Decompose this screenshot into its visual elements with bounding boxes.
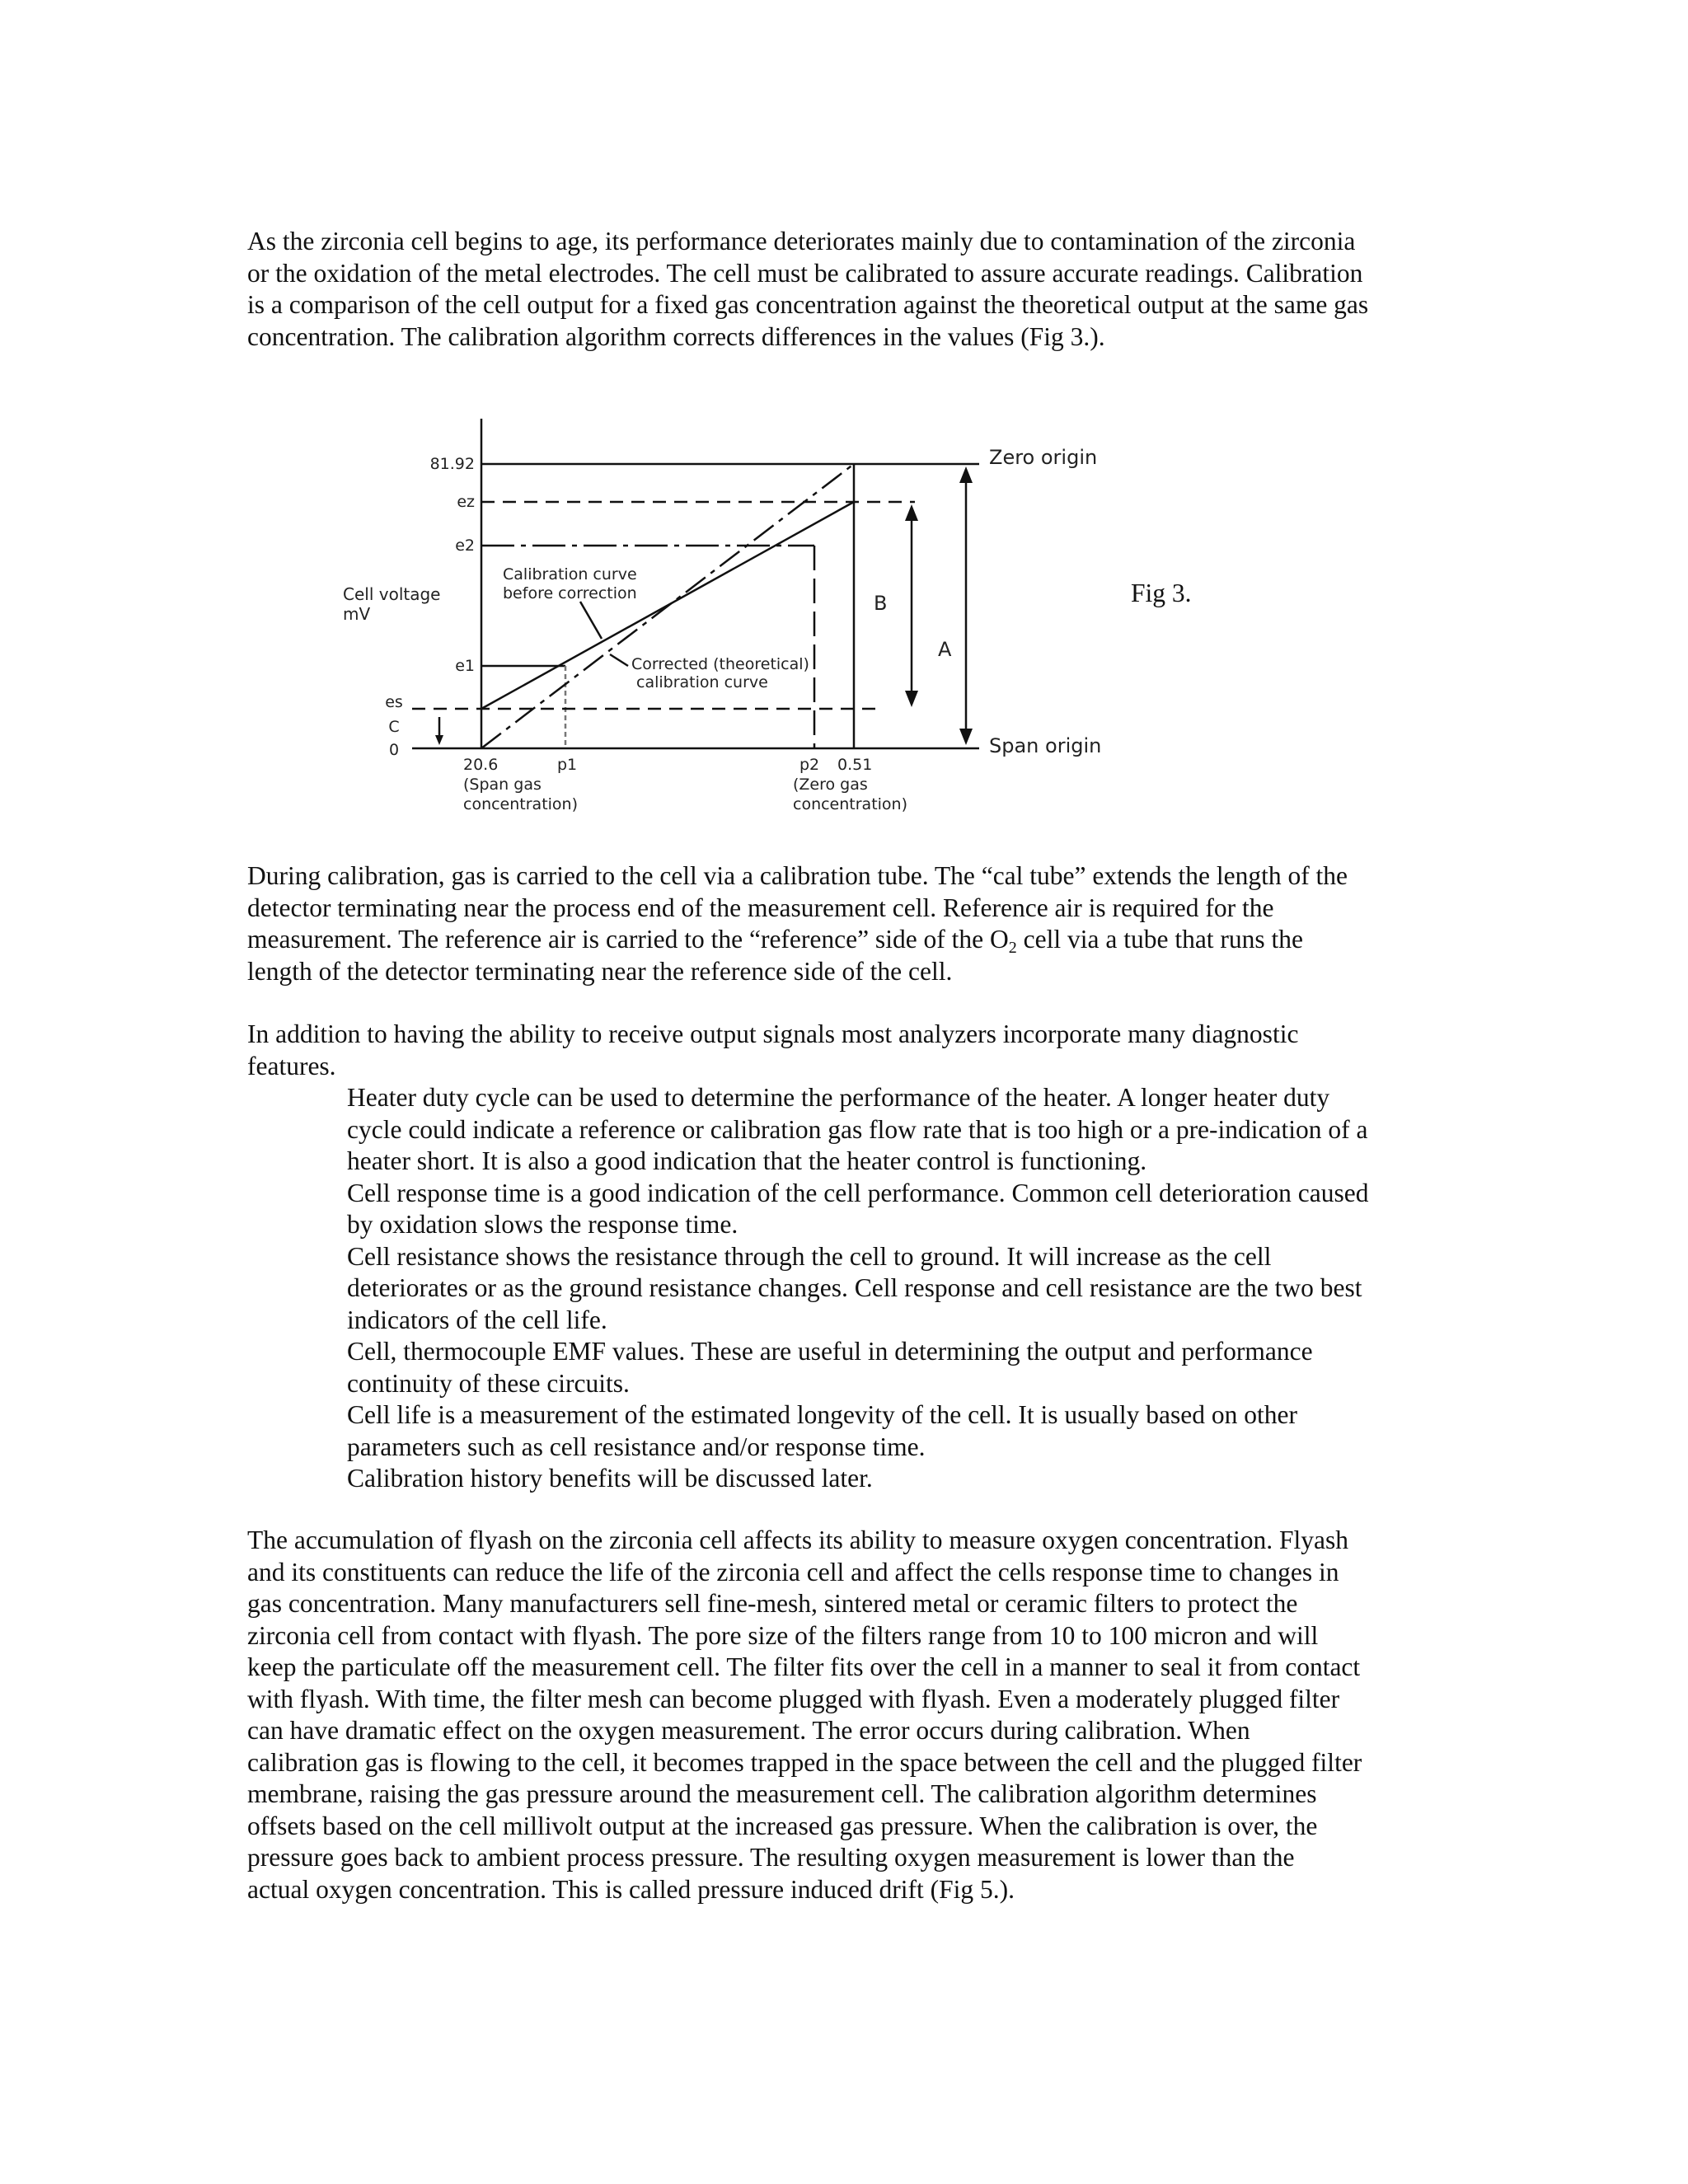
- text-line: length of the detector terminating near the reference side of the cell.: [247, 956, 953, 986]
- corrected-leader: [610, 654, 628, 666]
- text-line: features.: [247, 1051, 336, 1080]
- tick-c: C: [388, 718, 400, 736]
- text-line: [247, 924, 1459, 956]
- before-correction-label-1: Calibration curve: [503, 565, 637, 583]
- tick-zero: 0: [388, 741, 400, 759]
- calibration-tube-paragraph: [247, 860, 1459, 987]
- tick-e1: e1: [455, 657, 475, 675]
- text-line: concentration. The calibration algorithm corrects differences in the values (Fig 3.).: [247, 321, 1105, 351]
- list-line: Cell life is a measurement of the estimated longevity of the cell. It is usually based on other: [347, 1400, 1297, 1429]
- span-gas-note-1: (Span gas: [463, 776, 542, 794]
- intro-paragraph: [247, 226, 1459, 353]
- text-line: gas concentration. Many manufacturers sell fine-mesh, sintered metal or ceramic filters to protect the: [247, 1589, 1298, 1618]
- list-line: Cell, thermocouple EMF values. These are useful in determining the output and performance: [347, 1337, 1313, 1366]
- text-line: keep the particulate off the measurement cell. The filter fits over the cell in a manner to seal it from contact: [247, 1652, 1361, 1681]
- b-label: B: [874, 592, 888, 615]
- diagnostics-intro-paragraph: [247, 1019, 1459, 1082]
- tick-es: es: [385, 693, 403, 711]
- calibration-curve-before: [481, 502, 854, 709]
- tick-ez: ez: [457, 493, 475, 511]
- text-line: and its constituents can reduce the life of the zirconia cell and affect the cells response time to changes in: [247, 1557, 1339, 1586]
- list-line: indicators of the cell life.: [347, 1305, 607, 1334]
- tick-e2: e2: [455, 537, 475, 555]
- text-line: As the zirconia cell begins to age, its performance deteriorates mainly due to contamination of the zirconia: [247, 227, 1356, 255]
- text-line: detector terminating near the process end of the measurement cell. Reference air is required for the: [247, 893, 1274, 922]
- y-axis-label: Cell voltage: [343, 584, 441, 604]
- text-line: membrane, raising the gas pressure around the measurement cell. The calibration algorithm determines: [247, 1779, 1317, 1808]
- text-line: actual oxygen concentration. This is called pressure induced drift (Fig 5.).: [247, 1874, 1015, 1904]
- diagnostic-features-list: [347, 1082, 1501, 1495]
- text-line: pressure goes back to ambient process pressure. The resulting oxygen measurement is lower than the: [247, 1843, 1295, 1872]
- text-line: or the oxidation of the metal electrodes. The cell must be calibrated to assure accurate readings. Calibration: [247, 258, 1363, 288]
- y-axis-unit: mV: [343, 604, 371, 624]
- text-line: is a comparison of the cell output for a fixed gas concentration against the theoretical output at the same gas: [247, 290, 1369, 319]
- tick-20-6: 20.6: [463, 756, 499, 774]
- list-line: cycle could indicate a reference or calibration gas flow rate that is too high or a pre-indication of a: [347, 1114, 1368, 1144]
- text-line: The accumulation of flyash on the zirconia cell affects its ability to measure oxygen concentration. Flyash: [247, 1526, 1348, 1554]
- a-arrow-top: [959, 466, 973, 483]
- before-leader: [580, 602, 602, 639]
- list-line: continuity of these circuits.: [347, 1368, 630, 1398]
- before-correction-label-2: before correction: [503, 584, 637, 602]
- list-line: Cell response time is a good indication of the cell performance. Common cell deterioration caused: [347, 1178, 1369, 1207]
- text-line: can have dramatic effect on the oxygen measurement. The error occurs during calibration. When: [247, 1716, 1250, 1745]
- corrected-label-2: calibration curve: [636, 673, 768, 691]
- text-segment: measurement. The reference air is carried to the “reference” side of the O: [247, 925, 1009, 954]
- c-arrow-bottom: [435, 735, 443, 745]
- text-segment: cell via a tube that runs the: [1016, 925, 1304, 954]
- text-line: offsets based on the cell millivolt output at the increased gas pressure. When the calibration is over, the: [247, 1811, 1318, 1840]
- figure-caption: Fig 3.: [1131, 579, 1192, 607]
- list-line: Calibration history benefits will be discussed later.: [347, 1464, 873, 1493]
- text-line: calibration gas is flowing to the cell, it becomes trapped in the space between the cell and the plugged filter: [247, 1747, 1362, 1777]
- tick-81-92: 81.92: [429, 455, 475, 473]
- tick-0-51: 0.51: [837, 756, 873, 774]
- text-line: with flyash. With time, the filter mesh can become plugged with flyash. Even a moderately plugged filter: [247, 1684, 1340, 1713]
- corrected-curve: [481, 464, 854, 748]
- zero-origin-label: Zero origin: [989, 446, 1098, 469]
- list-line: Heater duty cycle can be used to determine the performance of the heater. A longer heater duty: [347, 1083, 1330, 1112]
- list-line: deteriorates or as the ground resistance changes. Cell response and cell resistance are the two best: [347, 1273, 1362, 1302]
- tick-p2: p2: [799, 756, 820, 774]
- corrected-label-1: Corrected (theoretical): [631, 655, 809, 673]
- list-line: heater short. It is also a good indication that the heater control is functioning.: [347, 1146, 1147, 1175]
- text-line: In addition to having the ability to receive output signals most analyzers incorporate many diagnostic: [247, 1019, 1299, 1048]
- span-origin-label: Span origin: [989, 734, 1102, 757]
- list-line: parameters such as cell resistance and/or response time.: [347, 1432, 926, 1461]
- list-line: Cell resistance shows the resistance through the cell to ground. It will increase as the cell: [347, 1241, 1272, 1271]
- a-arrow-bottom: [959, 729, 973, 745]
- text-line: zirconia cell from contact with flyash. The pore size of the filters range from 10 to 100 micron and will: [247, 1620, 1319, 1650]
- b-arrow-bottom: [905, 691, 918, 707]
- text-line: During calibration, gas is carried to the cell via a calibration tube. The “cal tube” extends the length of the: [247, 861, 1348, 890]
- tick-p1: p1: [557, 756, 578, 774]
- flyash-paragraph: [247, 1525, 1459, 1905]
- b-arrow-top: [905, 504, 918, 521]
- list-line: by oxidation slows the response time.: [347, 1210, 738, 1239]
- a-label: A: [938, 638, 952, 661]
- subscript: 2: [1008, 939, 1017, 957]
- zero-gas-note-1: (Zero gas: [793, 776, 868, 794]
- zero-gas-note-2: concentration): [793, 795, 908, 813]
- span-gas-note-2: concentration): [463, 795, 579, 813]
